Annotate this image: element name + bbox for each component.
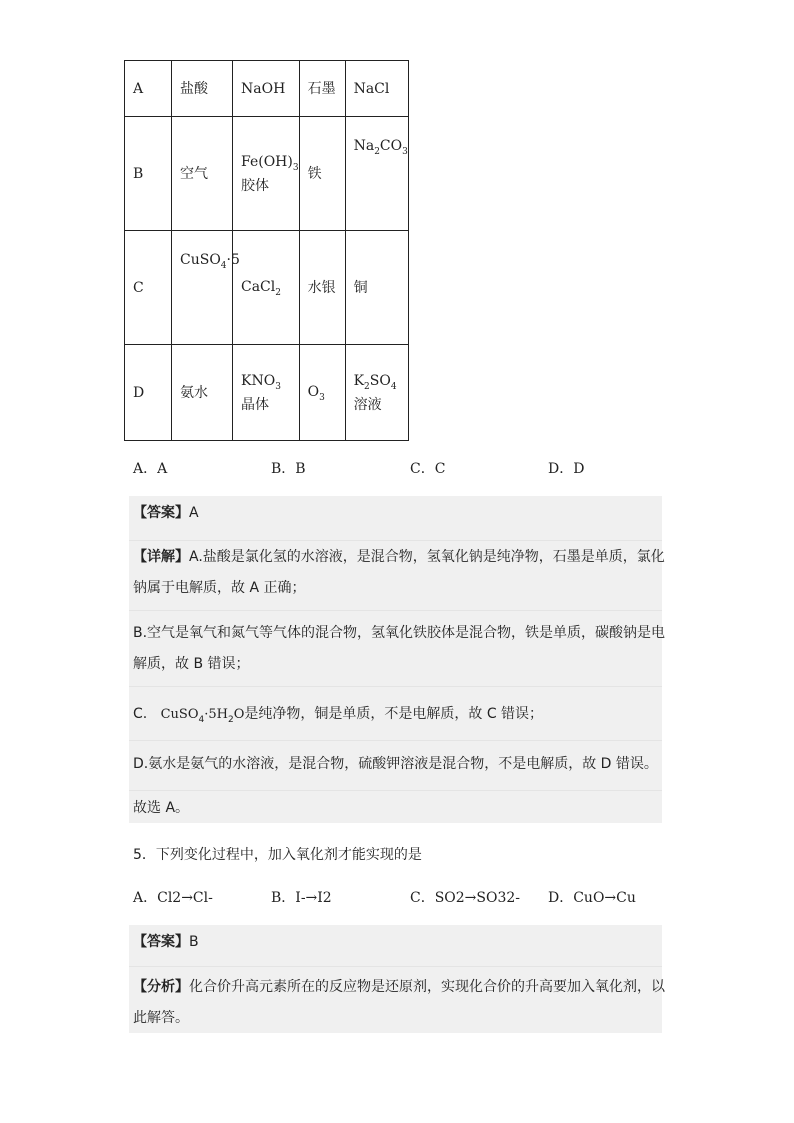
formula-subscript: 2	[275, 287, 281, 298]
formula-subscript: 2	[364, 381, 370, 392]
cell-element	[299, 345, 345, 441]
table-row	[125, 345, 409, 441]
classification-table	[124, 60, 409, 441]
formula-subscript: 2	[374, 147, 380, 157]
final-line: 故选 A。	[133, 800, 190, 816]
option-c: C．SO2→SO32-	[410, 890, 521, 906]
cell-text: 晶体	[241, 396, 269, 413]
formula-text: CuSO	[160, 707, 199, 722]
formula-text: CO	[379, 138, 403, 154]
option-a: A．A	[133, 461, 168, 477]
detail-line: D.氨水是氨气的水溶液，是混合物，硫酸钾溶液是混合物，不是电解质，故 D 错误。	[133, 756, 658, 772]
cell-pure	[233, 117, 300, 231]
options-q5	[133, 887, 693, 909]
row-label: D	[125, 345, 172, 441]
formula-text: Na	[353, 138, 375, 154]
divider	[129, 610, 662, 611]
row-label: A	[125, 61, 172, 117]
cell-mixture: 氨水	[172, 345, 233, 441]
detail-line: 钠属于电解质，故 A 正确；	[133, 580, 306, 596]
cell-element: 铁	[299, 117, 345, 231]
cell-electrolyte: 铜	[345, 231, 408, 345]
answer-line	[133, 931, 663, 953]
row-label: B	[125, 117, 172, 231]
analysis-line: 此解答。	[133, 1010, 189, 1026]
cell-text: 胶体	[241, 177, 269, 194]
formula-text: CuSO	[180, 252, 221, 268]
cell-mixture: 盐酸	[172, 61, 233, 117]
formula-subscript: 2	[227, 715, 234, 725]
formula-text: KNO	[241, 372, 276, 389]
detail-text: C.	[133, 706, 148, 722]
answer-value: A	[189, 505, 199, 521]
cell-text: 溶液	[353, 396, 382, 413]
divider	[129, 686, 662, 687]
answer-tag: 【答案】	[133, 934, 189, 950]
formula-subscript: 3	[402, 147, 408, 157]
analysis-text: 化合价升高元素所在的反应物是还原剂，实现化合价的升高要加入氧化剂，以	[189, 979, 665, 995]
option-b: B．B	[271, 461, 306, 477]
answer-line	[133, 502, 663, 524]
cell-electrolyte: NaCl	[345, 61, 408, 117]
cell-pure	[233, 345, 300, 441]
detail-line: B.空气是氧气和氮气等气体的混合物，氢氧化铁胶体是混合物，铁是单质，碳酸钠是电	[133, 625, 666, 641]
option-d: D．CuO→Cu	[548, 890, 636, 906]
option-b: B．I-→I2	[271, 890, 332, 906]
option-d: D．D	[548, 461, 585, 477]
answer-tag: 【答案】	[133, 505, 189, 521]
cell-electrolyte	[345, 345, 408, 441]
analysis-line	[133, 976, 663, 998]
detail-line: 解质，故 B 错误；	[133, 656, 250, 672]
formula-text: O	[233, 707, 245, 722]
detail-text: 是纯净物，铜是单质，不是电解质，故 C 错误；	[244, 706, 544, 722]
formula-text: Fe(OH)	[241, 153, 293, 170]
cell-element: 石墨	[299, 61, 345, 117]
detail-line	[133, 546, 663, 568]
cell-mixture	[172, 231, 240, 345]
option-c: C．C	[410, 461, 446, 477]
detail-line	[133, 703, 663, 727]
detail-tag: 【详解】	[133, 549, 189, 565]
table-row	[125, 61, 409, 117]
detail-text: A.盐酸是氯化氢的水溶液，是混合物，氢氧化钠是纯净物，石墨是单质，氯化	[189, 549, 665, 565]
option-a: A．Cl2→Cl-	[133, 890, 213, 906]
formula-subscript: 4	[220, 261, 227, 271]
formula-subscript: 3	[319, 392, 325, 403]
formula-subscript: 3	[275, 381, 281, 392]
formula-text: O	[307, 383, 320, 400]
table-row	[125, 231, 409, 345]
cell-pure	[233, 231, 300, 345]
cell-electrolyte	[345, 117, 408, 231]
formula-text: SO	[369, 372, 391, 389]
question-5-text: 5．下列变化过程中，加入氧化剂才能实现的是	[133, 847, 422, 863]
cell-mixture: 空气	[172, 117, 233, 231]
formula-text: ·5H	[204, 707, 228, 722]
formula-subscript: 4	[390, 381, 397, 392]
row-label: C	[125, 231, 172, 345]
analysis-tag: 【分析】	[133, 979, 189, 995]
options-q4	[133, 458, 693, 480]
cell-pure: NaOH	[233, 61, 300, 117]
divider	[129, 540, 662, 541]
formula-text: CaCl	[241, 278, 276, 295]
formula-subscript: 3	[292, 162, 299, 173]
table-row	[125, 117, 409, 231]
answer-value: B	[189, 934, 199, 950]
formula-text: K	[353, 372, 365, 389]
formula-text: ·5	[226, 252, 240, 268]
divider	[129, 740, 662, 741]
divider	[129, 966, 662, 967]
formula-subscript: 4	[198, 715, 205, 725]
divider	[129, 790, 662, 791]
cell-element: 水银	[299, 231, 345, 345]
